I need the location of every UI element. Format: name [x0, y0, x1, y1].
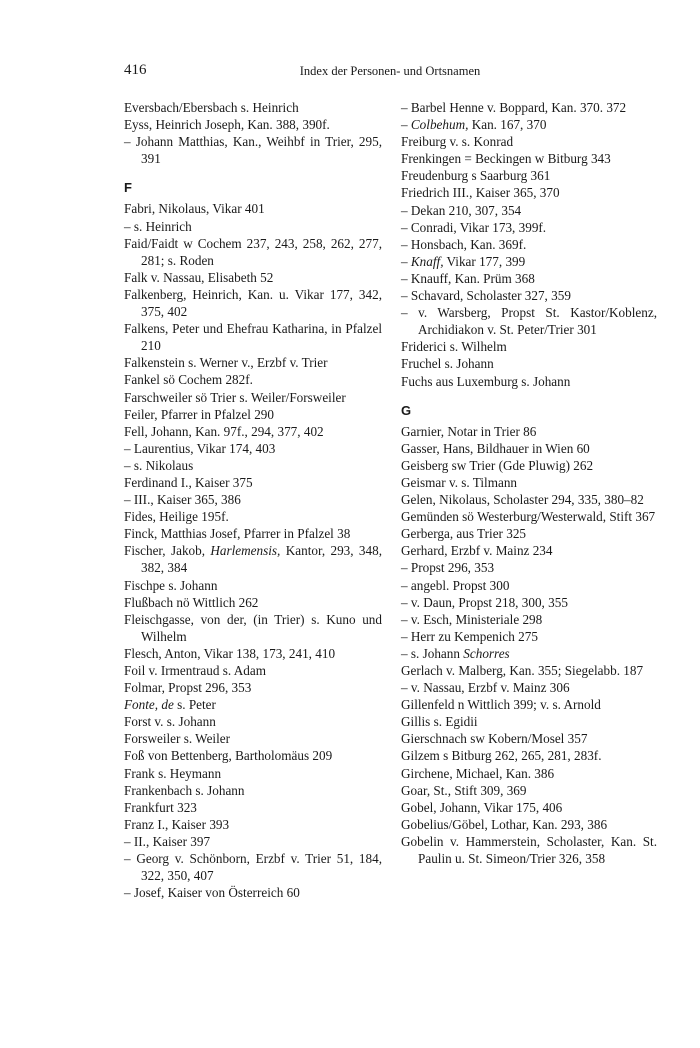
entry-italic-text: Schorres	[463, 645, 510, 661]
index-entry: Garnier, Notar in Trier 86	[401, 423, 537, 439]
index-subentry: – Josef, Kaiser von Österreich 60	[124, 884, 382, 901]
index-entry: Geismar v. s. Tilmann	[401, 474, 518, 490]
index-entry: Farschweiler sö Trier s. Weiler/Forsweiler	[124, 389, 346, 405]
index-entry: Forsweiler s. Weiler	[124, 731, 231, 747]
index-entry: Gobelius/Göbel, Lothar, Kan. 293, 386	[401, 816, 608, 832]
index-entry: Freiburg v. s. Konrad	[401, 134, 514, 150]
index-subentry: – III., Kaiser 365, 386	[124, 491, 382, 508]
index-subentry	[401, 253, 657, 270]
index-subentry: – Schavard, Scholaster 327, 359	[401, 287, 657, 304]
index-entry: Fell, Johann, Kan. 97f., 294, 377, 402	[124, 423, 324, 439]
index-entry: Fruchel s. Johann	[401, 356, 494, 372]
index-entry: Frankfurt 323	[124, 799, 197, 815]
index-entry: Gierschnach sw Kobern/Mosel 357	[401, 731, 588, 747]
index-entry: Flesch, Anton, Vikar 138, 173, 241, 410	[124, 645, 336, 661]
index-entry: Falk v. Nassau, Elisabeth 52	[124, 269, 274, 285]
entry-text: s. Johann	[410, 645, 464, 661]
index-entry: Friedrich III., Kaiser 365, 370	[401, 185, 560, 201]
index-subentry: – s. Nikolaus	[124, 457, 382, 474]
index-subentry: – v. Daun, Propst 218, 300, 355	[401, 594, 657, 611]
index-entry: Gelen, Nikolaus, Scholaster 294, 335, 380–82	[401, 492, 644, 508]
entry-text: Kantor, 293, 348, 382, 384	[141, 543, 383, 576]
index-subentry: – Laurentius, Vikar 174, 403	[124, 440, 382, 457]
index-entry: Frankenbach s. Johann	[124, 782, 245, 798]
index-subentry: – angebl. Propst 300	[401, 577, 657, 594]
index-subentry: – Conradi, Vikar 173, 399f.	[401, 219, 657, 236]
index-entry: Foß von Bettenberg, Bartholomäus 209	[124, 748, 333, 764]
index-subentry: – v. Nassau, Erzbf v. Mainz 306	[401, 679, 657, 696]
index-subentry: – Johann Matthias, Kan., Weihbf in Trier, 295, 391	[124, 133, 382, 167]
index-entry: Friderici s. Wilhelm	[401, 339, 507, 355]
section-letter: F	[124, 180, 132, 196]
index-entry: Eversbach/Ebersbach s. Heinrich	[124, 100, 299, 115]
index-entry: Eyss, Heinrich Joseph, Kan. 388, 390f.	[124, 117, 330, 133]
index-entry: Ferdinand I., Kaiser 375	[124, 474, 253, 490]
index-entry: Fabri, Nikolaus, Vikar 401	[124, 201, 265, 217]
index-column-left	[124, 99, 382, 901]
index-entry: Franz I., Kaiser 393	[124, 816, 230, 832]
index-entry: Gemünden sö Westerburg/Westerwald, Stift 367	[401, 509, 656, 525]
index-entry: Frenkingen = Beckingen w Bitburg 343	[401, 151, 611, 167]
index-entry: Falkens, Peter und Ehefrau Katharina, in Pfalzel 210	[124, 321, 382, 354]
index-entry: Feiler, Pfarrer in Pfalzel 290	[124, 406, 274, 422]
index-entry: Finck, Matthias Josef, Pfarrer in Pfalzel 38	[124, 526, 351, 542]
index-subentry: – Honsbach, Kan. 369f.	[401, 236, 657, 253]
index-subentry	[401, 645, 657, 662]
entry-text: Fischer, Jakob,	[124, 543, 211, 559]
page-header	[124, 62, 656, 84]
index-entry: Fischpe s. Johann	[124, 577, 218, 593]
index-entry: Faid/Faidt w Cochem 237, 243, 258, 262, 277, 281; s. Roden	[124, 235, 382, 268]
index-entry: Foil v. Irmentraud s. Adam	[124, 663, 266, 678]
index-subentry: – Propst 296, 353	[401, 559, 657, 576]
index-entry	[124, 696, 382, 713]
index-entry: Gasser, Hans, Bildhauer in Wien 60	[401, 440, 590, 456]
entry-text: s. Peter	[173, 697, 216, 713]
index-entry: Gilzem s Bitburg 262, 265, 281, 283f.	[401, 748, 602, 764]
index-subentry	[401, 116, 657, 133]
index-entry: Gobel, Johann, Vikar 175, 406	[401, 799, 563, 815]
index-column-right	[401, 99, 657, 867]
index-entry: Gillenfeld n Wittlich 399; v. s. Arnold	[401, 697, 601, 713]
index-subentry: – Herr zu Kempenich 275	[401, 628, 657, 645]
index-entry: Fides, Heilige 195f.	[124, 509, 229, 525]
index-subentry: – v. Esch, Ministeriale 298	[401, 611, 657, 628]
index-subentry: – v. Warsberg, Propst St. Kastor/Koblenz, Archidiakon v. St. Peter/Trier 301	[401, 304, 657, 338]
index-entry: Fuchs aus Luxemburg s. Johann	[401, 373, 571, 389]
index-entry: Falkenberg, Heinrich, Kan. u. Vikar 177, 342, 375, 402	[124, 286, 382, 320]
index-subentry: – s. Heinrich	[124, 218, 382, 235]
section-letter: G	[401, 402, 412, 418]
index-entry: Forst v. s. Johann	[124, 714, 216, 730]
entry-italic-text: Knaff,	[410, 253, 444, 269]
index-entry: Gobelin v. Hammerstein, Scholaster, Kan. St. Paulin u. St. Simeon/Trier 326, 358	[401, 833, 657, 867]
index-entry: Freudenburg s Saarburg 361	[401, 168, 551, 184]
index-entry: Gerhard, Erzbf v. Mainz 234	[401, 543, 553, 559]
running-title: Index der Personen- und Ortsnamen	[299, 64, 481, 78]
entry-text: Kan. 167, 370	[468, 117, 547, 133]
index-entry: Frank s. Heymann	[124, 765, 222, 781]
page-number: 416	[124, 62, 147, 78]
index-entry: Goar, St., Stift 309, 369	[401, 782, 527, 798]
entry-text: Vikar 177, 399	[443, 253, 526, 269]
entry-italic-text: Colbehum,	[410, 117, 469, 133]
index-entry: Folmar, Propst 296, 353	[124, 680, 252, 696]
index-entry: Girchene, Michael, Kan. 386	[401, 765, 555, 781]
index-subentry: – II., Kaiser 397	[124, 833, 382, 850]
index-entry	[124, 542, 382, 576]
entry-italic-text: Harlemensis,	[210, 543, 281, 559]
index-subentry: – Knauff, Kan. Prüm 368	[401, 270, 657, 287]
index-entry: Gerlach v. Malberg, Kan. 355; Siegelabb. 187	[401, 663, 644, 678]
index-entry: Geisberg sw Trier (Gde Pluwig) 262	[401, 457, 594, 473]
index-entry: Gerberga, aus Trier 325	[401, 526, 527, 542]
index-subentry: – Barbel Henne v. Boppard, Kan. 370. 372	[401, 99, 657, 116]
index-entry: Flußbach nö Wittlich 262	[124, 594, 259, 610]
index-entry: Falkenstein s. Werner v., Erzbf v. Trier	[124, 355, 328, 371]
index-subentry: – Dekan 210, 307, 354	[401, 202, 657, 219]
index-entry: Gillis s. Egidii	[401, 714, 478, 730]
entry-italic-text: Fonte, de	[124, 697, 174, 713]
index-entry: Fleischgasse, von der, (in Trier) s. Kuno und Wilhelm	[124, 611, 382, 644]
index-subentry: – Georg v. Schönborn, Erzbf v. Trier 51, 184, 322, 350, 407	[124, 850, 382, 884]
index-entry: Fankel sö Cochem 282f.	[124, 372, 253, 388]
